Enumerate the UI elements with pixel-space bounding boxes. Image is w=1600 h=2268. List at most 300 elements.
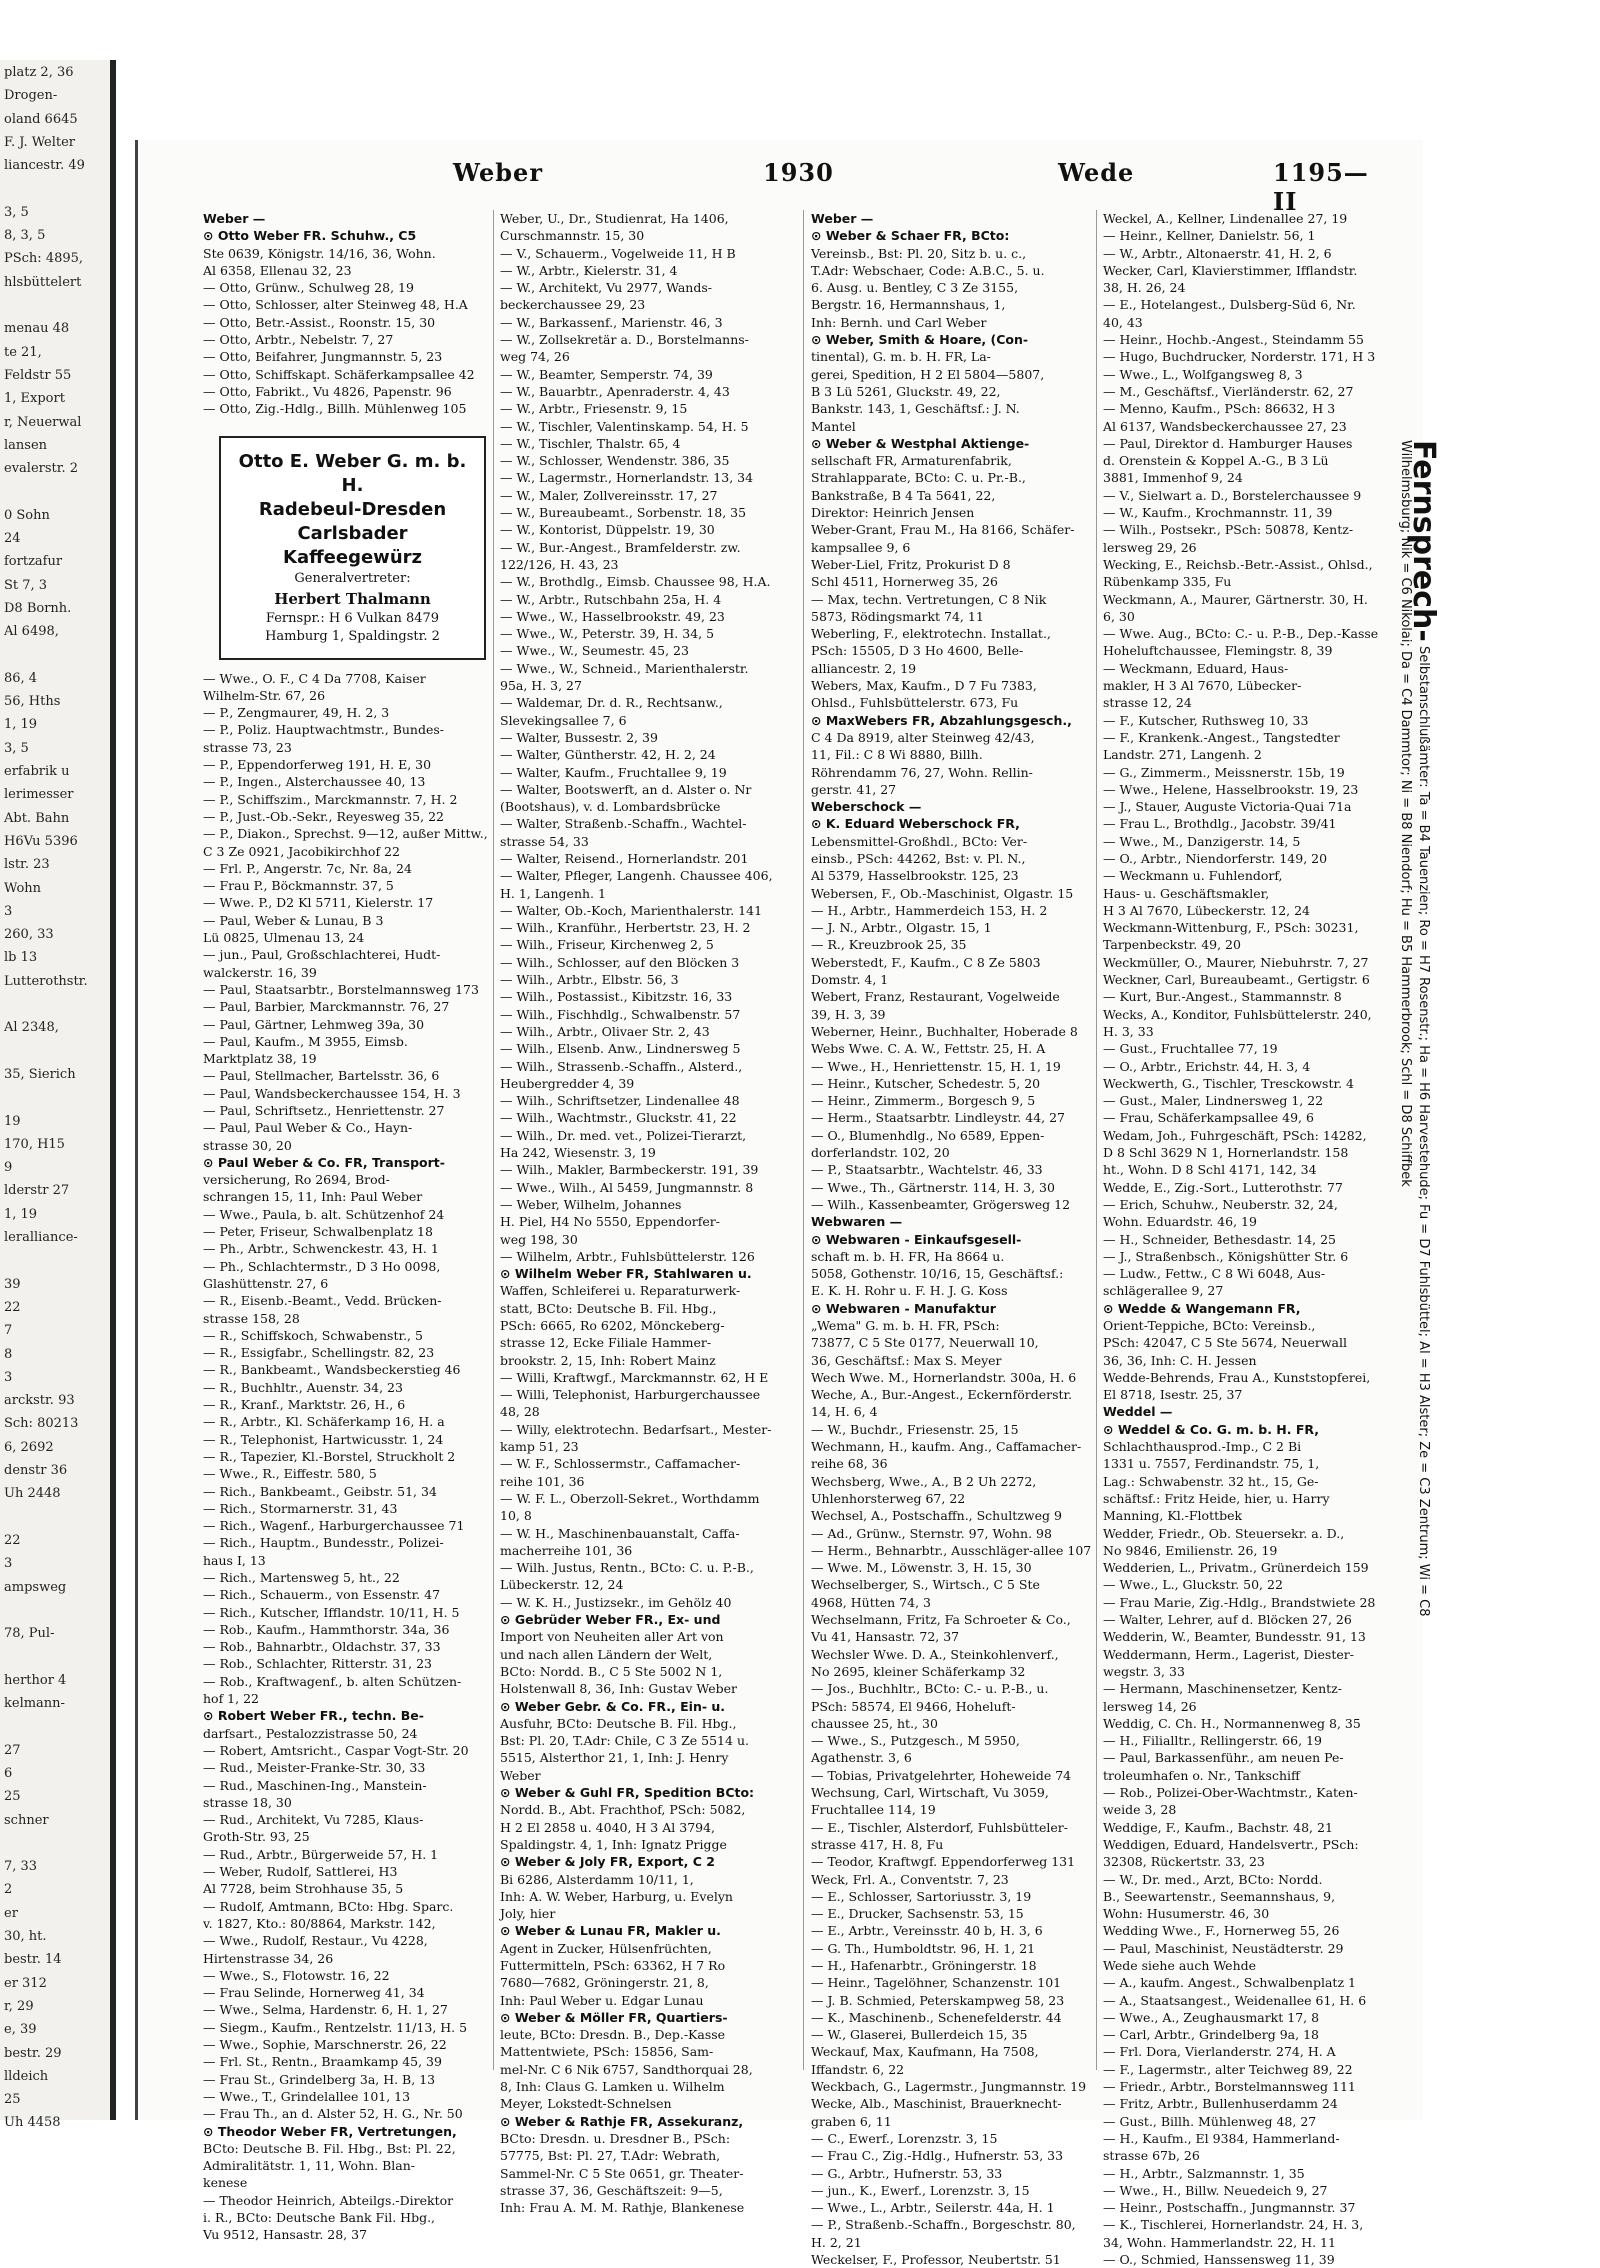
directory-entry: — Wwe. M., Löwenstr. 3, H. 15, 30 <box>811 1560 1032 1576</box>
directory-entry: — Wwe., W., Seumestr. 45, 23 <box>500 643 689 659</box>
margin-note-text: Selbstanschlußämter: Ta = B4 Tauenzien; Ro = H7 Rosenstr.; Ha = H6 Harvestehude; Fu = D7 Fuhlsbüttel; Al = H3 Alster; Ze = C3 Zentrum; Wi = C8 Wilhelmsburg; Nik = C6 Nikolai; Da = C4 Dammtor; Ni = B8 Niendorf; Hu = B5 Hammerbrook; Schl = D8 Schiffbek <box>1398 440 1431 1617</box>
directory-entry: — H., Arbtr., Hammerdeich 153, H. 2 <box>811 902 1048 918</box>
directory-entry: — P., Staatsarbtr., Wachtelstr. 46, 33 <box>811 1162 1043 1178</box>
directory-entry: chaussee 25, ht., 30 <box>811 1715 938 1731</box>
directory-entry: Weckel, A., Kellner, Lindenallee 27, 19 <box>1103 211 1348 226</box>
fragment-line: 6 <box>4 1765 13 1781</box>
directory-entry: Weberner, Heinr., Buchhalter, Hoberade 8 <box>811 1023 1078 1039</box>
directory-entry: — Erich, Schuhw., Neuberstr. 32, 24, <box>1103 1196 1338 1212</box>
directory-entry: ⊙ Otto Weber FR. Schuhw., C5 <box>203 228 417 244</box>
directory-entry: 36, Geschäftsf.: Max S. Meyer <box>811 1352 1002 1368</box>
directory-entry: — Wwe., H., Billw. Neuedeich 9, 27 <box>1103 2182 1328 2198</box>
directory-entry: BCto: Deutsche B. Fil. Hbg., Bst: Pl. 22, <box>203 2140 456 2156</box>
fragment-line: 78, Pul- <box>4 1626 55 1642</box>
directory-entry: Wechsberg, Wwe., A., B 2 Uh 2272, <box>811 1473 1037 1489</box>
directory-entry: — Heinr., Tagelöhner, Schanzenstr. 101 <box>811 1975 1062 1991</box>
directory-entry: darfsart., Pestalozzistrasse 50, 24 <box>203 1725 418 1741</box>
directory-entry: — Gust., Maler, Lindnersweg 1, 22 <box>1103 1093 1324 1109</box>
directory-entry: — Wwe., S., Putzgesch., M 5950, <box>811 1733 1020 1749</box>
directory-entry: E. K. H. Rohr u. F. H. J. G. Koss <box>811 1283 1008 1299</box>
directory-entry: — Frl. Dora, Vierlanderstr. 274, H. A <box>1103 2044 1336 2060</box>
directory-entry: — Walter, Kaufm., Fruchtallee 9, 19 <box>500 764 727 780</box>
directory-entry: — O., Schmied, Hanssensweg 11, 39 <box>1103 2252 1335 2268</box>
fragment-line: bestr. 14 <box>4 1952 62 1968</box>
directory-entry: — Wilh., Kassenbeamter, Grögersweg 12 <box>811 1196 1071 1212</box>
fragment-line: ampsweg <box>4 1579 67 1595</box>
directory-entry: Weddig, C. Ch. H., Normannenweg 8, 35 <box>1103 1715 1361 1731</box>
directory-entry: Haus- u. Geschäftsmakler, <box>1103 885 1270 901</box>
fragment-line: fortzafur <box>4 554 63 570</box>
directory-entry: — Gust., Fruchtallee 77, 19 <box>1103 1041 1278 1057</box>
fragment-line: Sch: 80213 <box>4 1416 79 1432</box>
fragment-line: 3, 5 <box>4 204 29 220</box>
directory-entry: — Weckmann, Eduard, Haus- <box>1103 660 1289 676</box>
directory-entry: C 3 Ze 0921, Jacobikirchhof 22 <box>203 843 400 859</box>
directory-entry: ⊙ Gebrüder Weber FR., Ex- und <box>500 1612 721 1628</box>
directory-entry: — F., Kutscher, Ruthsweg 10, 33 <box>1103 712 1309 728</box>
directory-entry: — E., Tischler, Alsterdorf, Fuhlsbütteler- <box>811 1819 1069 1835</box>
directory-entry: 5873, Rödingsmarkt 74, 11 <box>811 608 984 624</box>
directory-entry: kampsallee 9, 6 <box>811 539 911 555</box>
fragment-line: liancestr. 49 <box>4 158 85 174</box>
directory-entry: Wedde, E., Zig.-Sort., Lutterothstr. 77 <box>1103 1179 1343 1195</box>
directory-entry: — Wilh., Dr. med. vet., Polizei-Tierarzt, <box>500 1127 747 1143</box>
fragment-line: 3 <box>4 1556 13 1572</box>
directory-entry: — Paul, Gärtner, Lehmweg 39a, 30 <box>203 1016 425 1032</box>
fragment-line: Uh 2448 <box>4 1486 61 1502</box>
directory-entry: d. Orenstein & Koppel A.-G., B 3 Lü <box>1103 453 1329 469</box>
directory-entry: Wechsler Wwe. D. A., Steinkohlenverf., <box>811 1646 1059 1662</box>
column-divider <box>493 210 494 2070</box>
directory-entry: ⊙ Weber & Lunau FR, Makler u. <box>500 1923 721 1939</box>
directory-entry: Wohn. Eduardstr. 46, 19 <box>1103 1214 1257 1230</box>
directory-entry: Inh: Bernh. und Carl Weber <box>811 314 987 330</box>
directory-entry: — Rob., Polizei-Ober-Wachtmstr., Katen- <box>1103 1785 1358 1801</box>
directory-entry: Wechselmann, Fritz, Fa Schroeter & Co., <box>811 1612 1071 1628</box>
directory-entry: Joly, hier <box>500 1906 556 1922</box>
directory-entry: 14, H. 6, 4 <box>811 1404 878 1420</box>
directory-entry: — Herm., Behnarbtr., Ausschläger-allee 107 <box>811 1542 1092 1558</box>
fragment-line: Feldstr 55 <box>4 367 72 383</box>
directory-entry: El 8718, Isestr. 25, 37 <box>1103 1387 1243 1403</box>
fragment-line: Drogen- <box>4 88 58 104</box>
directory-entry: — W., Brothdlg., Eimsb. Chaussee 98, H.A. <box>500 574 771 590</box>
directory-entry: Holstenwall 8, 36, Inh: Gustav Weber <box>500 1681 737 1697</box>
directory-entry: BCto: Nordd. B., C 5 Ste 5002 N 1, <box>500 1663 723 1679</box>
directory-entry: — R., Buchhltr., Auenstr. 34, 23 <box>203 1379 403 1395</box>
fragment-line: Abt. Bahn <box>4 810 70 826</box>
directory-entry: strasse 12, Ecke Filiale Hammer- <box>500 1335 712 1351</box>
directory-entry: — Rob., Bahnarbtr., Oldachstr. 37, 33 <box>203 1639 441 1655</box>
directory-entry: — C., Ewerf., Lorenzstr. 3, 15 <box>811 2130 998 2146</box>
directory-entry: wegstr. 3, 33 <box>1103 1663 1185 1679</box>
fragment-line: Wohn <box>4 880 42 896</box>
directory-entry: Weber-Liel, Fritz, Prokurist D 8 <box>811 556 1011 572</box>
ad-product: Carlsbader Kaffeegewürz <box>283 522 422 568</box>
directory-entry: — J. N., Arbtr., Olgastr. 15, 1 <box>811 920 992 936</box>
directory-entry: 8, Inh: Claus G. Lamken u. Wilhelm <box>500 2079 725 2095</box>
directory-entry: Webs Wwe. C. A. W., Fettstr. 25, H. A <box>811 1041 1046 1057</box>
directory-entry: schrangen 15, 11, Inh: Paul Weber <box>203 1189 423 1205</box>
directory-entry: — P., Zengmaurer, 49, H. 2, 3 <box>203 705 390 721</box>
directory-entry: Marktplatz 38, 19 <box>203 1051 317 1067</box>
directory-entry: Wedde-Behrends, Frau A., Kunststopferei, <box>1103 1369 1371 1385</box>
directory-entry: Webwaren — <box>811 1214 903 1230</box>
directory-entry: — W., Arbtr., Rutschbahn 25a, H. 4 <box>500 591 722 607</box>
ad-rep-label: Generalvertreter: <box>294 570 411 586</box>
directory-entry: — Wilh., Postsekr., PSch: 50878, Kentz- <box>1103 522 1354 538</box>
directory-entry: Inh: Paul Weber u. Edgar Lunau <box>500 1992 704 2008</box>
directory-entry: Weddigen, Eduard, Handelsvertr., PSch: <box>1103 1836 1359 1852</box>
ad-location: Radebeul-Dresden <box>258 498 447 520</box>
directory-entry: schäftsf.: Fritz Heide, hier, u. Harry <box>1103 1490 1330 1506</box>
directory-entry: — Paul, Maschinist, Neustädterstr. 29 <box>1103 1940 1344 1956</box>
margin-note-title: Fernsprech- <box>1406 440 1441 642</box>
directory-entry: Webert, Franz, Restaurant, Vogelweide <box>811 989 1060 1005</box>
directory-entry: — W., Tischler, Valentinskamp. 54, H. 5 <box>500 418 749 434</box>
directory-entry: Tarpenbeckstr. 49, 20 <box>1103 937 1241 953</box>
header-left-keyword: Weber <box>453 158 543 187</box>
fragment-line: 25 <box>4 1789 21 1805</box>
directory-entry: — Kurt, Bur.-Angest., Stammannstr. 8 <box>1103 989 1342 1005</box>
directory-entry: — Wwe. Aug., BCto: C.- u. P.-B., Dep.-Kasse <box>1103 626 1379 642</box>
fragment-line: lldeich <box>4 2068 49 2084</box>
directory-entry: 48, 28 <box>500 1404 540 1420</box>
directory-entry: einsb., PSch: 44262, Bst: v. Pl. N., <box>811 850 1026 866</box>
directory-entry: — Hugo, Buchdrucker, Norderstr. 171, H 3 <box>1103 349 1376 365</box>
directory-entry: — Otto, Schlosser, alter Steinweg 48, H.A <box>203 297 468 313</box>
fragment-line: e, 39 <box>4 2022 37 2038</box>
directory-entry: Webers, Max, Kaufm., D 7 Fu 7383, <box>811 678 1037 694</box>
directory-entry: — Wilh., Kranführ., Herbertstr. 23, H. 2 <box>500 920 751 936</box>
directory-entry: Inh: A. W. Weber, Harburg, u. Evelyn <box>500 1888 733 1904</box>
directory-entry: — W., Zollsekretär a. D., Borstelmanns- <box>500 332 749 348</box>
directory-entry: 34, Wohn. Hammerlandstr. 22, H. 11 <box>1103 2234 1336 2250</box>
directory-entry: Röhrendamm 76, 27, Wohn. Rellin- <box>811 764 1033 780</box>
fragment-line: 30, ht. <box>4 1929 47 1944</box>
directory-entry: Ohlsd., Fuhlsbüttelerstr. 673, Fu <box>811 695 1019 711</box>
ad-address: Hamburg 1, Spaldingstr. 2 <box>265 628 440 644</box>
directory-entry: Wedding Wwe., F., Hornerweg 55, 26 <box>1103 1923 1340 1939</box>
fragment-line: 0 Sohn <box>4 507 50 523</box>
directory-entry: ⊙ Weber, Smith & Hoare, (Con- <box>811 332 1029 348</box>
directory-entry: — Rich., Martensweg 5, ht., 22 <box>203 1570 400 1585</box>
directory-entry: — W., Maler, Zollvereinsstr. 17, 27 <box>500 487 718 503</box>
directory-entry: strasse 54, 33 <box>500 833 589 849</box>
fragment-line: 39 <box>4 1276 21 1292</box>
directory-entry: kamp 51, 23 <box>500 1439 579 1455</box>
header-year: 1930 <box>763 158 834 187</box>
directory-entry: Weddige, F., Kaufm., Bachstr. 48, 21 <box>1103 1819 1333 1835</box>
directory-entry: — Carl, Arbtr., Grindelberg 9a, 18 <box>1103 2027 1319 2043</box>
directory-entry: — Wwe., Sophie, Marschnerstr. 26, 22 <box>203 2037 447 2053</box>
directory-entry: — Wwe., Wilh., Al 5459, Jungmannstr. 8 <box>500 1179 754 1195</box>
directory-entry: — Wilh., Elsenb. Anw., Lindnersweg 5 <box>500 1041 741 1057</box>
directory-entry: Bankstraße, B 4 Ta 5641, 22, <box>811 487 996 503</box>
fragment-line: 8, 3, 5 <box>4 228 46 244</box>
ad-company-name: Otto E. Weber G. m. b. H. <box>238 450 467 496</box>
directory-entry: — Willi, Telephonist, Harburgerchaussee <box>500 1387 761 1403</box>
directory-entry: — A., Staatsangest., Weidenallee 61, H. 6 <box>1103 1992 1367 2008</box>
fragment-line: 7, 33 <box>4 1859 38 1875</box>
directory-entry: Schl 4511, Hornerweg 35, 26 <box>811 574 998 590</box>
directory-entry: — Wilh., Postassist., Kibitzstr. 16, 33 <box>500 989 733 1005</box>
directory-entry: 1331 u. 7557, Ferdinandstr. 75, 1, <box>1103 1456 1320 1472</box>
directory-entry: — Herm., Staatsarbtr. Lindleystr. 44, 27 <box>811 1110 1066 1126</box>
header-right-keyword: Wede <box>1058 158 1135 187</box>
directory-entry: — Walter, Reisend., Hornerlandstr. 201 <box>500 850 749 866</box>
directory-entry: — Weckmann u. Fuhlendorf, <box>1103 868 1283 884</box>
directory-entry: Weckner, Carl, Bureaubeamt., Gertigstr. 6 <box>1103 972 1370 988</box>
fragment-line: erfabrik u <box>4 764 70 779</box>
directory-entry: — Paul, Staatsarbtr., Borstelmannsweg 173 <box>203 981 479 997</box>
directory-entry: — Waldemar, Dr. d. R., Rechtsanw., <box>500 695 723 711</box>
fragment-line: 22 <box>4 1299 21 1315</box>
fragment-line: 2 <box>4 1882 13 1898</box>
directory-entry: Vu 41, Hansastr. 72, 37 <box>811 1629 960 1645</box>
directory-entry: — M., Geschäftsf., Vierländerstr. 62, 27 <box>1103 383 1354 399</box>
directory-entry: — Friedr., Arbtr., Borstelmannsweg 111 <box>1103 2079 1356 2095</box>
directory-entry: 57775, Bst: Pl. 27, T.Adr: Webrath, <box>500 2148 721 2164</box>
directory-entry: Bst: Pl. 20, T.Adr: Chile, C 3 Ze 5514 u. <box>500 1733 749 1749</box>
fragment-line: lderstr 27 <box>4 1183 70 1199</box>
directory-entry: — Frau P., Böckmannstr. 37, 5 <box>203 878 394 894</box>
directory-entry: — P., Poliz. Hauptwachtmstr., Bundes- <box>203 722 445 738</box>
ad-phone: Fernspr.: H 6 Vulkan 8479 <box>265 610 440 626</box>
directory-entry: — Siegm., Kaufm., Rentzelstr. 11/13, H. 5 <box>203 2019 468 2035</box>
directory-entry: — Wwe., L., Gluckstr. 50, 22 <box>1103 1577 1283 1593</box>
directory-entry: Weckmüller, O., Maurer, Niebuhrstr. 7, 27 <box>1103 954 1369 970</box>
directory-entry: — Wwe., L., Wolfgangsweg 8, 3 <box>1103 366 1303 382</box>
directory-entry: — W., Arbtr., Altonaerstr. 41, H. 2, 6 <box>1103 245 1332 261</box>
directory-entry: reihe 101, 36 <box>500 1473 585 1489</box>
directory-entry: — R., Bankbeamt., Wandsbeckerstieg 46 <box>203 1362 461 1378</box>
directory-entry: — Ph., Schlachtermstr., D 3 Ho 0098, <box>203 1258 441 1274</box>
fragment-line: lb 13 <box>4 950 38 966</box>
directory-entry: Wedam, Joh., Fuhrgeschäft, PSch: 14282, <box>1103 1127 1367 1143</box>
directory-entry: Hirtenstrasse 34, 26 <box>203 1950 334 1966</box>
directory-entry: C 4 Da 8919, alter Steinweg 42/43, <box>811 729 1035 745</box>
directory-entry: — Wilh., Fischhdlg., Schwalbenstr. 57 <box>500 1006 741 1022</box>
directory-entry: — W., Schlosser, Wendenstr. 386, 35 <box>500 453 730 469</box>
directory-entry: 7680—7682, Gröningerstr. 21, 8, <box>500 1975 709 1991</box>
directory-entry: — V., Sielwart a. D., Borstelerchaussee 9 <box>1103 487 1362 503</box>
directory-entry: — Wwe., A., Zeughausmarkt 17, 8 <box>1103 2009 1320 2025</box>
fragment-line: 8 <box>4 1346 13 1362</box>
directory-entry: — H., Kaufm., El 9384, Hammerland- <box>1103 2130 1340 2146</box>
directory-entry: Mantel <box>811 418 856 434</box>
directory-entry: — E., Schlosser, Sartoriusstr. 3, 19 <box>811 1888 1032 1904</box>
directory-entry: — R., Tapezier, Kl.-Borstel, Struckholt 2 <box>203 1448 456 1464</box>
directory-entry: Glashüttenstr. 27, 6 <box>203 1275 329 1291</box>
directory-entry: — Wwe., W., Schneid., Marienthalerstr. <box>500 660 749 676</box>
directory-entry: — Wwe., R., Eiffestr. 580, 5 <box>203 1466 377 1482</box>
directory-entry: Orient-Teppiche, BCto: Vereinsb., <box>1103 1318 1316 1333</box>
directory-page <box>135 140 1441 2268</box>
directory-entry: ⊙ Weber & Guhl FR, Spedition BCto: <box>500 1785 755 1801</box>
directory-entry: — G. Th., Humboldtstr. 96, H. 1, 21 <box>811 1940 1036 1956</box>
directory-entry: ⊙ Weber & Joly FR, Export, C 2 <box>500 1854 715 1870</box>
directory-entry: — Rich., Kutscher, Ifflandstr. 10/11, H. 5 <box>203 1604 460 1620</box>
directory-entry: Weber <box>500 1767 541 1783</box>
directory-entry: — Robert, Amtsricht., Caspar Vogt-Str. 20 <box>203 1742 469 1758</box>
directory-entry: strasse 73, 23 <box>203 739 292 755</box>
directory-entry: mel-Nr. C 6 Nik 6757, Sandthorquai 28, <box>500 2061 753 2077</box>
directory-entry: — Rob., Schlachter, Ritterstr. 31, 23 <box>203 1656 432 1672</box>
fragment-line: 7 <box>4 1323 13 1339</box>
fragment-line: er 312 <box>4 1975 47 1991</box>
directory-entry: hof 1, 22 <box>203 1691 259 1707</box>
directory-entry: — W., Kontorist, Düppelstr. 19, 30 <box>500 522 715 538</box>
previous-page-edge <box>0 60 116 2131</box>
directory-entry: — R., Arbtr., Kl. Schäferkamp 16, H. a <box>203 1414 445 1430</box>
fragment-line: arckstr. 93 <box>4 1393 75 1409</box>
directory-entry: strasse 417, H. 8, Fu <box>811 1836 944 1852</box>
directory-entry: ⊙ Robert Weber FR., techn. Be- <box>203 1708 424 1724</box>
directory-entry: — Menno, Kaufm., PSch: 86632, H 3 <box>1103 401 1336 417</box>
directory-entry: Weber — <box>203 211 266 226</box>
directory-entry: — Frau, Schäferkampsallee 49, 6 <box>1103 1110 1314 1126</box>
directory-entry: 73877, C 5 Ste 0177, Neuerwall 10, <box>811 1335 1039 1351</box>
directory-entry: Strahlapparate, BCto: C. u. Pr.-B., <box>811 470 1026 486</box>
directory-entry: — W. F., Schlossermstr., Caffamacher- <box>500 1456 741 1472</box>
directory-entry: — Wilh. Justus, Rentn., BCto: C. u. P.-B., <box>500 1560 754 1576</box>
directory-entry: H 2 El 2858 u. 4040, H 3 Al 3794, <box>500 1819 716 1835</box>
directory-entry: tinental), G. m. b. H. FR, La- <box>811 349 991 365</box>
directory-entry: Wilhelm-Str. 67, 26 <box>203 687 326 703</box>
directory-entry: Bi 6286, Alsterdamm 10/11, 1, <box>500 1871 694 1887</box>
directory-entry: ⊙ Weber & Möller FR, Quartiers- <box>500 2009 728 2025</box>
fragment-line: hlsbüttelert <box>4 274 82 290</box>
header-page-number: 1195—II <box>1273 158 1369 216</box>
directory-entry: — W., Bauarbtr., Apenraderstr. 4, 43 <box>500 383 730 399</box>
directory-entry: — H., Hafenarbtr., Gröningerstr. 18 <box>811 1957 1037 1973</box>
directory-entry: — P., Schiffszim., Marckmannstr. 7, H. 2 <box>203 791 458 807</box>
directory-entry: Iffandstr. 6, 22 <box>811 2061 905 2077</box>
directory-entry: Wecke, Alb., Maschinist, Brauerknecht- <box>811 2096 1062 2112</box>
directory-entry: Al 6358, Ellenau 32, 23 <box>203 262 352 278</box>
directory-entry: — Wwe., S., Flotowstr. 16, 22 <box>203 1967 390 1983</box>
directory-entry: — O., Blumenhdlg., No 6589, Eppen- <box>811 1127 1045 1143</box>
directory-entry: schaft m. b. H. FR, Ha 8664 u. <box>811 1248 1005 1264</box>
directory-entry: lersweg 29, 26 <box>1103 539 1197 555</box>
directory-entry: Bankstr. 143, 1, Geschäftsf.: J. N. <box>811 401 1020 417</box>
directory-entry: — Otto, Schiffskapt. Schäferkampsallee 42 <box>203 366 475 382</box>
directory-entry: — Frau L., Brothdlg., Jacobstr. 39/41 <box>1103 816 1337 832</box>
directory-entry: — Max, techn. Vertretungen, C 8 Nik <box>811 591 1047 607</box>
directory-entry: Weche, A., Bur.-Angest., Eckernförderstr. <box>811 1387 1073 1403</box>
directory-entry: — Frau Marie, Zig.-Hdlg., Brandstwiete 28 <box>1103 1594 1376 1610</box>
fragment-line: oland 6645 <box>4 111 78 127</box>
column-1 <box>203 210 490 2243</box>
directory-entry: — Paul, Barbier, Marckmannstr. 76, 27 <box>203 999 450 1015</box>
directory-entry: — Otto, Zig.-Hdlg., Billh. Mühlenweg 105 <box>203 401 467 417</box>
fragment-line: 25 <box>4 2092 21 2108</box>
fragment-line: platz 2, 36 <box>4 65 74 80</box>
directory-entry: Weck, Frl. A., Conventstr. 7, 23 <box>811 1871 1009 1887</box>
directory-entry: — R., Kranf., Marktstr. 26, H., 6 <box>203 1397 406 1413</box>
directory-entry: weg 74, 26 <box>500 349 570 365</box>
directory-entry: Al 7728, beim Strohhause 35, 5 <box>203 1881 404 1897</box>
directory-entry: H. 1, Langenh. 1 <box>500 885 606 901</box>
directory-entry: 38, H. 26, 24 <box>1103 280 1186 296</box>
directory-entry: — Weber, Rudolf, Sattlerei, H3 <box>203 1864 398 1880</box>
fragment-line: schner <box>4 1812 49 1828</box>
directory-entry: — W. K. H., Justizsekr., im Gehölz 40 <box>500 1594 732 1610</box>
directory-entry: — W. F. L., Oberzoll-Sekret., Worthdamm <box>500 1490 760 1506</box>
directory-entry: — O., Arbtr., Niendorferstr. 149, 20 <box>1103 850 1328 866</box>
directory-entry: brookstr. 2, 15, Inh: Robert Mainz <box>500 1352 716 1368</box>
directory-entry: Ste 0639, Königstr. 14/16, 36, Wohn. <box>203 245 436 261</box>
directory-entry: — Wwe., H., Henriettenstr. 15, H. 1, 19 <box>811 1058 1061 1074</box>
fragment-line: kelmann- <box>4 1696 65 1711</box>
directory-entry: Futtermitteln, PSch: 63362, H 7 Ro <box>500 1957 726 1973</box>
directory-entry: — Paul, Wandsbeckerchaussee 154, H. 3 <box>203 1085 461 1101</box>
directory-entry: — Paul, Direktor d. Hamburger Hauses <box>1103 435 1353 451</box>
directory-entry: — W., Architekt, Vu 2977, Wands- <box>500 280 712 296</box>
directory-entry: — Heinr., Zimmerm., Borgesch 9, 5 <box>811 1093 1036 1109</box>
directory-entry: ⊙ MaxWebers FR, Abzahlungsgesch., <box>811 712 1072 728</box>
directory-entry: — V., Schauerm., Vogelweide 11, H B <box>500 245 736 261</box>
directory-entry: — Otto, Betr.-Assist., Roonstr. 15, 30 <box>203 314 436 330</box>
directory-entry: Wechmann, H., kaufm. Ang., Caffamacher- <box>811 1439 1082 1455</box>
directory-entry: — Otto, Arbtr., Nebelstr. 7, 27 <box>203 332 394 348</box>
directory-entry: Wedderien, L., Privatm., Grünerdeich 159 <box>1103 1560 1369 1576</box>
directory-entry: ⊙ Wedde & Wangemann FR, <box>1103 1300 1301 1316</box>
directory-entry: — W., Bureaubeamt., Sorbenstr. 18, 35 <box>500 505 747 521</box>
directory-entry: — Wilh., Arbtr., Olivaer Str. 2, 43 <box>500 1023 710 1039</box>
column-divider <box>803 210 804 2070</box>
directory-entry: — K., Tischlerei, Hornerlandstr. 24, H. 3, <box>1103 2217 1364 2233</box>
directory-entry: Weberstedt, F., Kaufm., C 8 Ze 5803 <box>811 954 1041 970</box>
directory-entry: Meyer, Lokstedt-Schnelsen <box>500 2096 672 2112</box>
directory-entry: — Wwe., O. F., C 4 Da 7708, Kaiser <box>203 670 426 686</box>
fragment-line: Uh 4458 <box>4 2115 61 2131</box>
directory-entry: — Theodor Heinrich, Abteilgs.-Direktor <box>203 2192 454 2208</box>
directory-entry: ⊙ Theodor Weber FR, Vertretungen, <box>203 2123 457 2139</box>
directory-entry: ⊙ Weber & Rathje FR, Assekuranz, <box>500 2113 744 2129</box>
directory-entry: — Frau Selinde, Hornerweg 41, 34 <box>203 1985 425 2001</box>
directory-entry: Lebensmittel-Großhdl., BCto: Ver- <box>811 833 1028 849</box>
directory-entry: Webersen, F., Ob.-Maschinist, Olgastr. 15 <box>811 885 1074 901</box>
directory-entry: — Teodor, Kraftwgf. Eppendorferweg 131 <box>811 1854 1076 1870</box>
fragment-line: r, Neuerwal <box>4 414 82 430</box>
directory-entry: Direktor: Heinrich Jensen <box>811 505 975 521</box>
directory-entry: — H., Schneider, Bethesdastr. 14, 25 <box>1103 1231 1336 1247</box>
directory-entry: — Rud., Meister-Franke-Str. 30, 33 <box>203 1760 426 1776</box>
directory-entry: — H., Arbtr., Salzmannstr. 1, 35 <box>1103 2165 1305 2181</box>
fragment-line: 24 <box>4 531 21 546</box>
directory-entry: Lübeckerstr. 12, 24 <box>500 1577 624 1593</box>
directory-entry: — Wwe., T., Grindelallee 101, 13 <box>203 2088 411 2104</box>
directory-entry: — Rich., Wagenf., Harburgerchaussee 71 <box>203 1518 465 1534</box>
directory-entry: — Wwe., L., Arbtr., Seilerstr. 44a, H. 1 <box>811 2200 1055 2216</box>
directory-entry: Wechselberger, S., Wirtsch., C 5 Ste <box>811 1577 1040 1593</box>
directory-entry: kenese <box>203 2175 248 2191</box>
directory-entry: strasse 37, 36, Geschäftszeit: 9—5, <box>500 2182 723 2198</box>
directory-entry: — W., Lagermstr., Hornerlandstr. 13, 34 <box>500 470 754 486</box>
directory-entry: — Wwe., Selma, Hardenstr. 6, H. 1, 27 <box>203 2002 448 2018</box>
directory-entry: i. R., BCto: Deutsche Bank Fil. Hbg., <box>203 2209 436 2225</box>
directory-entry: — Wwe., W., Hasselbrookstr. 49, 23 <box>500 608 725 624</box>
directory-entry: — F., Lagermstr., alter Teichweg 89, 22 <box>1103 2061 1353 2077</box>
directory-entry: v. 1827, Kto.: 80/8864, Markstr. 142, <box>203 1915 436 1931</box>
directory-entry: — Willy, elektrotechn. Bedarfsart., Mester- <box>500 1421 772 1437</box>
directory-entry: ⊙ Wilhelm Weber FR, Stahlwaren u. <box>500 1266 752 1282</box>
directory-entry: PSch: 15505, D 3 Ho 4600, Belle- <box>811 643 1024 659</box>
directory-entry: — Fritz, Arbtr., Bullenhuserdamm 24 <box>1103 2096 1338 2112</box>
directory-entry: BCto: Dresdn. u. Dresdner B., PSch: <box>500 2130 731 2146</box>
